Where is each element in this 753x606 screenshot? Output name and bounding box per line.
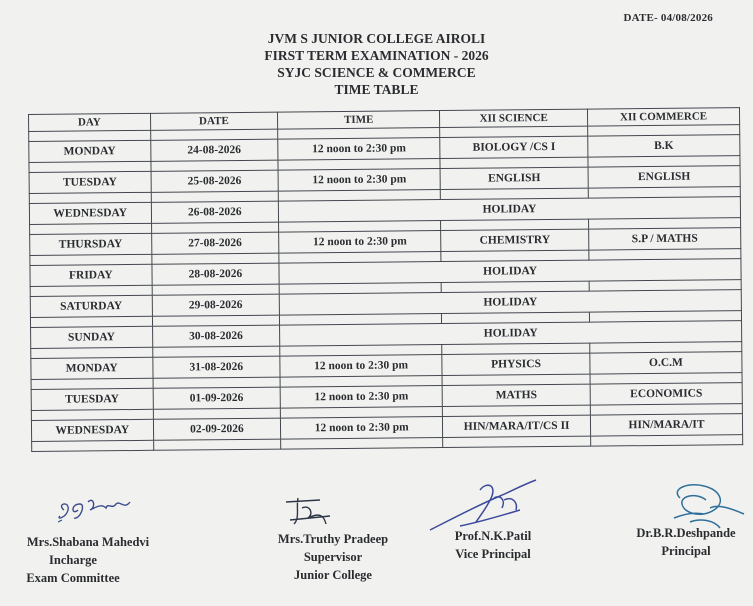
cell-time: 12 noon to 2:30 pm (280, 355, 442, 378)
signatory-name: Mrs.Shabana Mahedvi (26, 535, 150, 549)
department-name: SYJC SCIENCE & COMMERCE (277, 65, 476, 80)
header-date: DATE (150, 112, 278, 130)
timetable-title: TIME TABLE (334, 82, 419, 97)
college-name: JVM S JUNIOR COLLEGE AIROLI (267, 31, 486, 46)
signatory-role: Junior College (294, 568, 372, 582)
signature-principal (626, 524, 746, 560)
cell-day: THURSDAY (30, 233, 152, 255)
cell-day: WEDNESDAY (29, 202, 151, 224)
signature-vice-principal (438, 527, 548, 563)
signatory-role: Supervisor (303, 550, 363, 564)
cell-date: 27-08-2026 (151, 232, 279, 254)
cell-science: HIN/MARA/IT/CS II (443, 415, 591, 437)
cell-commerce: S.P / MATHS (589, 228, 741, 250)
cell-science: PHYSICS (442, 353, 590, 375)
cell-date: 25-08-2026 (151, 170, 279, 192)
signatory-role: Vice Principal (455, 547, 531, 561)
cell-holiday: HOLIDAY (280, 321, 742, 346)
signatory-role: Principal (661, 544, 711, 558)
document-date: DATE- 04/08/2026 (623, 12, 713, 24)
signature-exam-incharge (18, 533, 158, 587)
header-day: DAY (29, 113, 151, 131)
cell-commerce: O.C.M (590, 352, 742, 374)
signatory-role: Exam Committee (26, 571, 120, 585)
header-time: TIME (278, 111, 440, 130)
cell-day: SATURDAY (30, 295, 152, 317)
cell-commerce: ENGLISH (588, 166, 740, 188)
signatory-name: Dr.B.R.Deshpande (636, 526, 736, 540)
signatory-name: Mrs.Truthy Pradeep (277, 532, 389, 546)
cell-holiday: HOLIDAY (279, 259, 741, 284)
cell-day: TUESDAY (31, 388, 153, 410)
cell-science: MATHS (442, 384, 590, 406)
signatory-name: Prof.N.K.Patil (454, 529, 532, 543)
cell-commerce: HIN/MARA/IT (590, 414, 742, 436)
header-commerce: XII COMMERCE (588, 108, 740, 126)
cell-date: 01-09-2026 (153, 387, 281, 409)
cell-date: 31-08-2026 (152, 356, 280, 378)
cell-date: 30-08-2026 (152, 325, 280, 347)
cell-date: 26-08-2026 (151, 201, 279, 223)
cell-commerce: ECONOMICS (590, 383, 742, 405)
header-science: XII SCIENCE (440, 109, 588, 127)
cell-date: 02-09-2026 (153, 418, 281, 440)
exam-name: FIRST TERM EXAMINATION - 2026 (264, 48, 489, 63)
cell-time: 12 noon to 2:30 pm (281, 417, 443, 440)
cell-commerce: B.K (588, 135, 740, 157)
document-header (0, 30, 753, 98)
cell-date: 24-08-2026 (150, 139, 278, 161)
signature-mark-incharge (50, 490, 150, 530)
cell-day: SUNDAY (31, 326, 153, 348)
cell-time: 12 noon to 2:30 pm (278, 169, 440, 192)
cell-science: BIOLOGY /CS I (440, 136, 588, 158)
cell-day: WEDNESDAY (31, 419, 153, 441)
signatory-role: Incharge (49, 553, 97, 567)
signature-mark-supervisor (280, 494, 350, 534)
cell-science: ENGLISH (440, 167, 588, 189)
cell-time: 12 noon to 2:30 pm (278, 138, 440, 161)
cell-date: 28-08-2026 (151, 263, 279, 285)
cell-holiday: HOLIDAY (279, 290, 741, 315)
cell-day: TUESDAY (29, 171, 151, 193)
cell-day: MONDAY (31, 357, 153, 379)
cell-day: MONDAY (29, 140, 151, 162)
signature-supervisor (268, 530, 398, 584)
cell-time: 12 noon to 2:30 pm (279, 231, 441, 254)
cell-science: CHEMISTRY (441, 229, 589, 251)
cell-holiday: HOLIDAY (278, 197, 740, 222)
timetable (28, 107, 743, 452)
cell-time: 12 noon to 2:30 pm (280, 386, 442, 409)
cell-day: FRIDAY (30, 264, 152, 286)
cell-date: 29-08-2026 (152, 294, 280, 316)
